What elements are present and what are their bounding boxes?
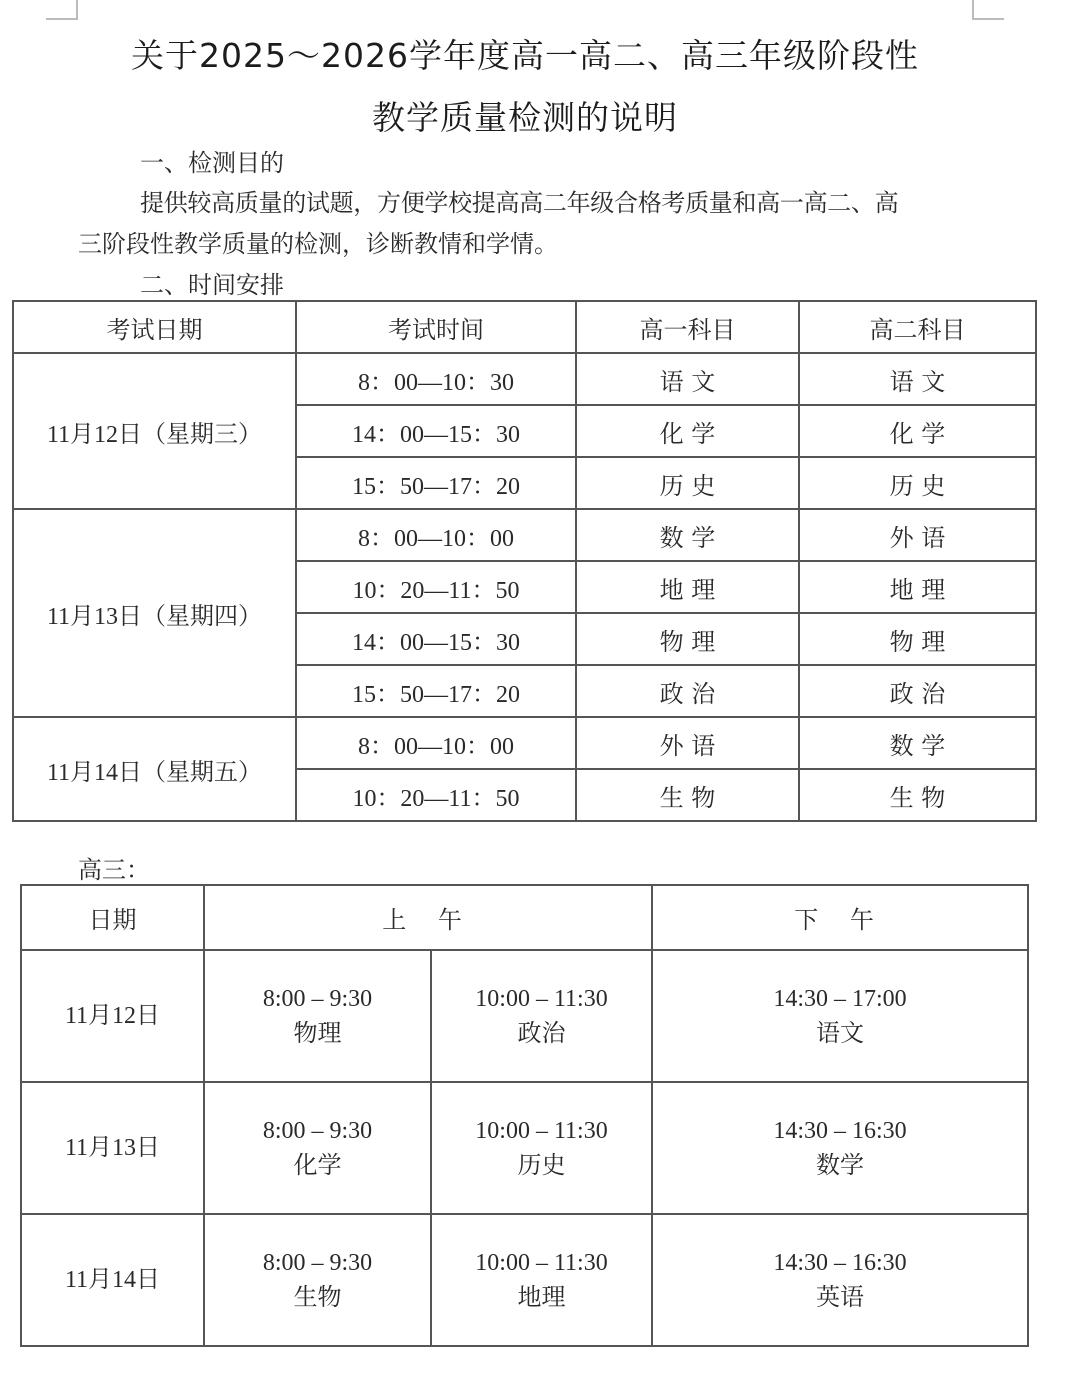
grade2-subject-cell: 数 学 xyxy=(799,717,1036,769)
table-row xyxy=(21,950,1028,1082)
exam-slot-cell xyxy=(431,950,652,1082)
grade2-subject-cell: 外 语 xyxy=(799,509,1036,561)
exam-time: 14:30 – 16:30 xyxy=(773,1118,907,1144)
grade2-subject-cell: 化 学 xyxy=(799,405,1036,457)
exam-time: 8:00 – 9:30 xyxy=(262,1250,373,1276)
exam-slot-cell xyxy=(204,950,431,1082)
exam-time: 8:00 – 9:30 xyxy=(262,1118,373,1144)
header-afternoon: 下 午 xyxy=(652,885,1028,950)
grade1-2-schedule-table xyxy=(12,300,1037,822)
exam-time-cell: 8：00—10：30 xyxy=(296,353,576,405)
exam-slot-cell xyxy=(652,950,1028,1082)
grade2-subject-cell: 物 理 xyxy=(799,613,1036,665)
exam-subject: 化学 xyxy=(293,1151,342,1179)
exam-date-cell: 11月13日（星期四） xyxy=(13,509,296,717)
section1-heading: 一、检测目的 xyxy=(140,149,284,177)
header-morning: 上 午 xyxy=(204,885,652,950)
grade1-subject-cell: 地 理 xyxy=(576,561,799,613)
grade1-subject-cell: 政 治 xyxy=(576,665,799,717)
exam-time: 10:00 – 11:30 xyxy=(475,986,608,1012)
exam-time: 10:00 – 11:30 xyxy=(475,1118,608,1144)
exam-subject: 物理 xyxy=(293,1019,342,1047)
exam-time: 14:30 – 16:30 xyxy=(773,1250,907,1276)
table-row xyxy=(21,1082,1028,1214)
grade3-label: 高三： xyxy=(78,856,150,884)
exam-subject: 语文 xyxy=(816,1019,865,1047)
grade1-subject-cell: 物 理 xyxy=(576,613,799,665)
exam-time-cell: 15：50—17：20 xyxy=(296,665,576,717)
date-cell: 11月13日 xyxy=(21,1082,204,1214)
exam-date-cell: 11月12日（星期三） xyxy=(13,353,296,509)
exam-time: 10:00 – 11:30 xyxy=(475,1250,608,1276)
exam-slot-cell xyxy=(652,1214,1028,1346)
exam-date-cell: 11月14日（星期五） xyxy=(13,717,296,821)
grade1-subject-cell: 生 物 xyxy=(576,769,799,821)
exam-subject: 生物 xyxy=(293,1283,342,1311)
document-title-line1: 关于2025～2026学年度高一高二、高三年级阶段性 xyxy=(131,36,919,75)
header-exam-date: 考试日期 xyxy=(13,301,296,353)
exam-time-cell: 8：00—10：00 xyxy=(296,509,576,561)
section1-text-line2: 三阶段性教学质量的检测，诊断教情和学情。 xyxy=(78,230,558,258)
grade2-subject-cell: 语 文 xyxy=(799,353,1036,405)
exam-slot-cell xyxy=(204,1082,431,1214)
exam-time-cell: 10：20—11：50 xyxy=(296,769,576,821)
grade1-subject-cell: 历 史 xyxy=(576,457,799,509)
exam-time-cell: 10：20—11：50 xyxy=(296,561,576,613)
exam-slot-cell xyxy=(204,1214,431,1346)
exam-slot-cell xyxy=(431,1082,652,1214)
grade1-subject-cell: 语 文 xyxy=(576,353,799,405)
header-grade1-subject: 高一科目 xyxy=(576,301,799,353)
section2-heading: 二、时间安排 xyxy=(140,271,284,299)
exam-slot-cell xyxy=(652,1082,1028,1214)
grade1-subject-cell: 数 学 xyxy=(576,509,799,561)
grade3-schedule-table xyxy=(20,884,1029,1347)
exam-subject: 英语 xyxy=(816,1283,865,1311)
table-header-row xyxy=(21,885,1028,950)
grade2-subject-cell: 政 治 xyxy=(799,665,1036,717)
exam-time-cell: 14：00—15：30 xyxy=(296,405,576,457)
exam-time-cell: 14：00—15：30 xyxy=(296,613,576,665)
header-grade2-subject: 高二科目 xyxy=(799,301,1036,353)
grade1-subject-cell: 外 语 xyxy=(576,717,799,769)
exam-subject: 政治 xyxy=(517,1019,566,1047)
exam-slot-cell xyxy=(431,1214,652,1346)
page-corner-mark-left xyxy=(46,0,78,20)
grade2-subject-cell: 生 物 xyxy=(799,769,1036,821)
exam-subject: 地理 xyxy=(517,1283,566,1311)
date-cell: 11月12日 xyxy=(21,950,204,1082)
grade1-subject-cell: 化 学 xyxy=(576,405,799,457)
grade2-subject-cell: 地 理 xyxy=(799,561,1036,613)
table-row xyxy=(13,353,1036,405)
date-cell: 11月14日 xyxy=(21,1214,204,1346)
header-date: 日期 xyxy=(21,885,204,950)
page-corner-mark-right xyxy=(972,0,1004,20)
document-title-line2: 教学质量检测的说明 xyxy=(372,98,678,137)
exam-time-cell: 15：50—17：20 xyxy=(296,457,576,509)
exam-time-cell: 8：00—10：00 xyxy=(296,717,576,769)
exam-time: 8:00 – 9:30 xyxy=(262,986,373,1012)
exam-subject: 历史 xyxy=(517,1151,566,1179)
section1-text-line1: 提供较高质量的试题，方便学校提高高二年级合格考质量和高一高二、高 xyxy=(140,189,899,217)
exam-time: 14:30 – 17:00 xyxy=(773,986,907,1012)
grade2-subject-cell: 历 史 xyxy=(799,457,1036,509)
exam-subject: 数学 xyxy=(816,1151,865,1179)
table-row xyxy=(21,1214,1028,1346)
table-header-row xyxy=(13,301,1036,353)
table-row xyxy=(13,509,1036,561)
table-row xyxy=(13,717,1036,769)
header-exam-time: 考试时间 xyxy=(296,301,576,353)
